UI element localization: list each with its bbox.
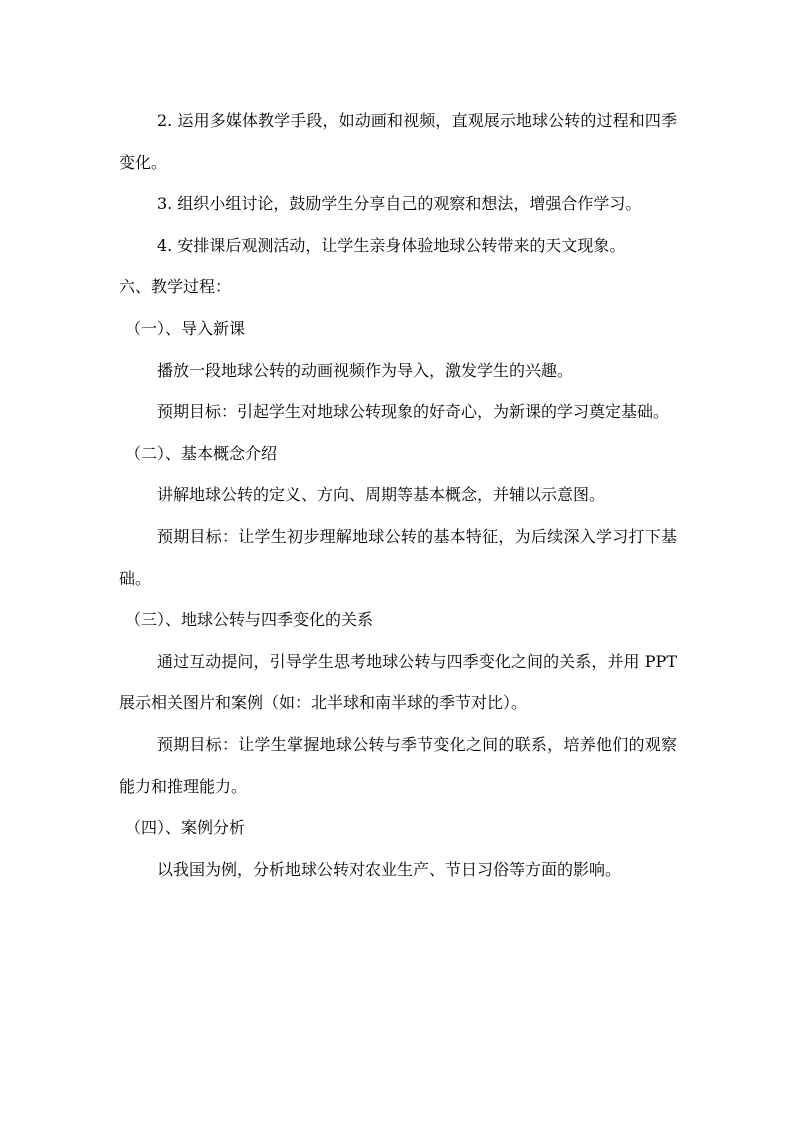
subsection-heading-3: （三）、地球公转与四季变化的关系 <box>125 610 374 630</box>
expected-goal-paragraph: 预期目标：让学生掌握地球公转与季节变化之间的联系，培养他们的观察能力和推理能力。 <box>119 734 677 796</box>
method-item-4: 4. 安排课后观测活动，让学生亲身体验地球公转带来的天文现象。 <box>157 235 626 255</box>
body-paragraph: 播放一段地球公转的动画视频作为导入，激发学生的兴趣。 <box>157 360 574 380</box>
method-item-3: 3. 组织小组讨论，鼓励学生分享自己的观察和想法，增强合作学习。 <box>157 194 642 214</box>
method-item-2: 2. 运用多媒体教学手段，如动画和视频，直观展示地球公转的过程和四季变化。 <box>119 111 677 172</box>
body-paragraph: 通过互动提问，引导学生思考地球公转与四季变化之间的关系，并用 PPT 展示相关图片和案例（如：北半球和南半球的季节对比）。 <box>119 651 677 713</box>
subsection-heading-1: （一）、导入新课 <box>125 318 246 338</box>
body-paragraph: 以我国为例，分析地球公转对农业生产、节日习俗等方面的影响。 <box>157 859 622 879</box>
expected-goal-paragraph: 预期目标：让学生初步理解地球公转的基本特征，为后续深入学习打下基础。 <box>119 526 677 588</box>
section-heading-teaching-process: 六、教学过程： <box>119 277 232 297</box>
document-body <box>119 100 677 890</box>
subsection-heading-4: （四）、案例分析 <box>125 818 246 838</box>
subsection-heading-2: （二）、基本概念介绍 <box>125 443 278 463</box>
expected-goal-paragraph: 预期目标：引起学生对地球公转现象的好奇心，为新课的学习奠定基础。 <box>157 402 670 422</box>
body-paragraph: 讲解地球公转的定义、方向、周期等基本概念，并辅以示意图。 <box>157 485 606 505</box>
